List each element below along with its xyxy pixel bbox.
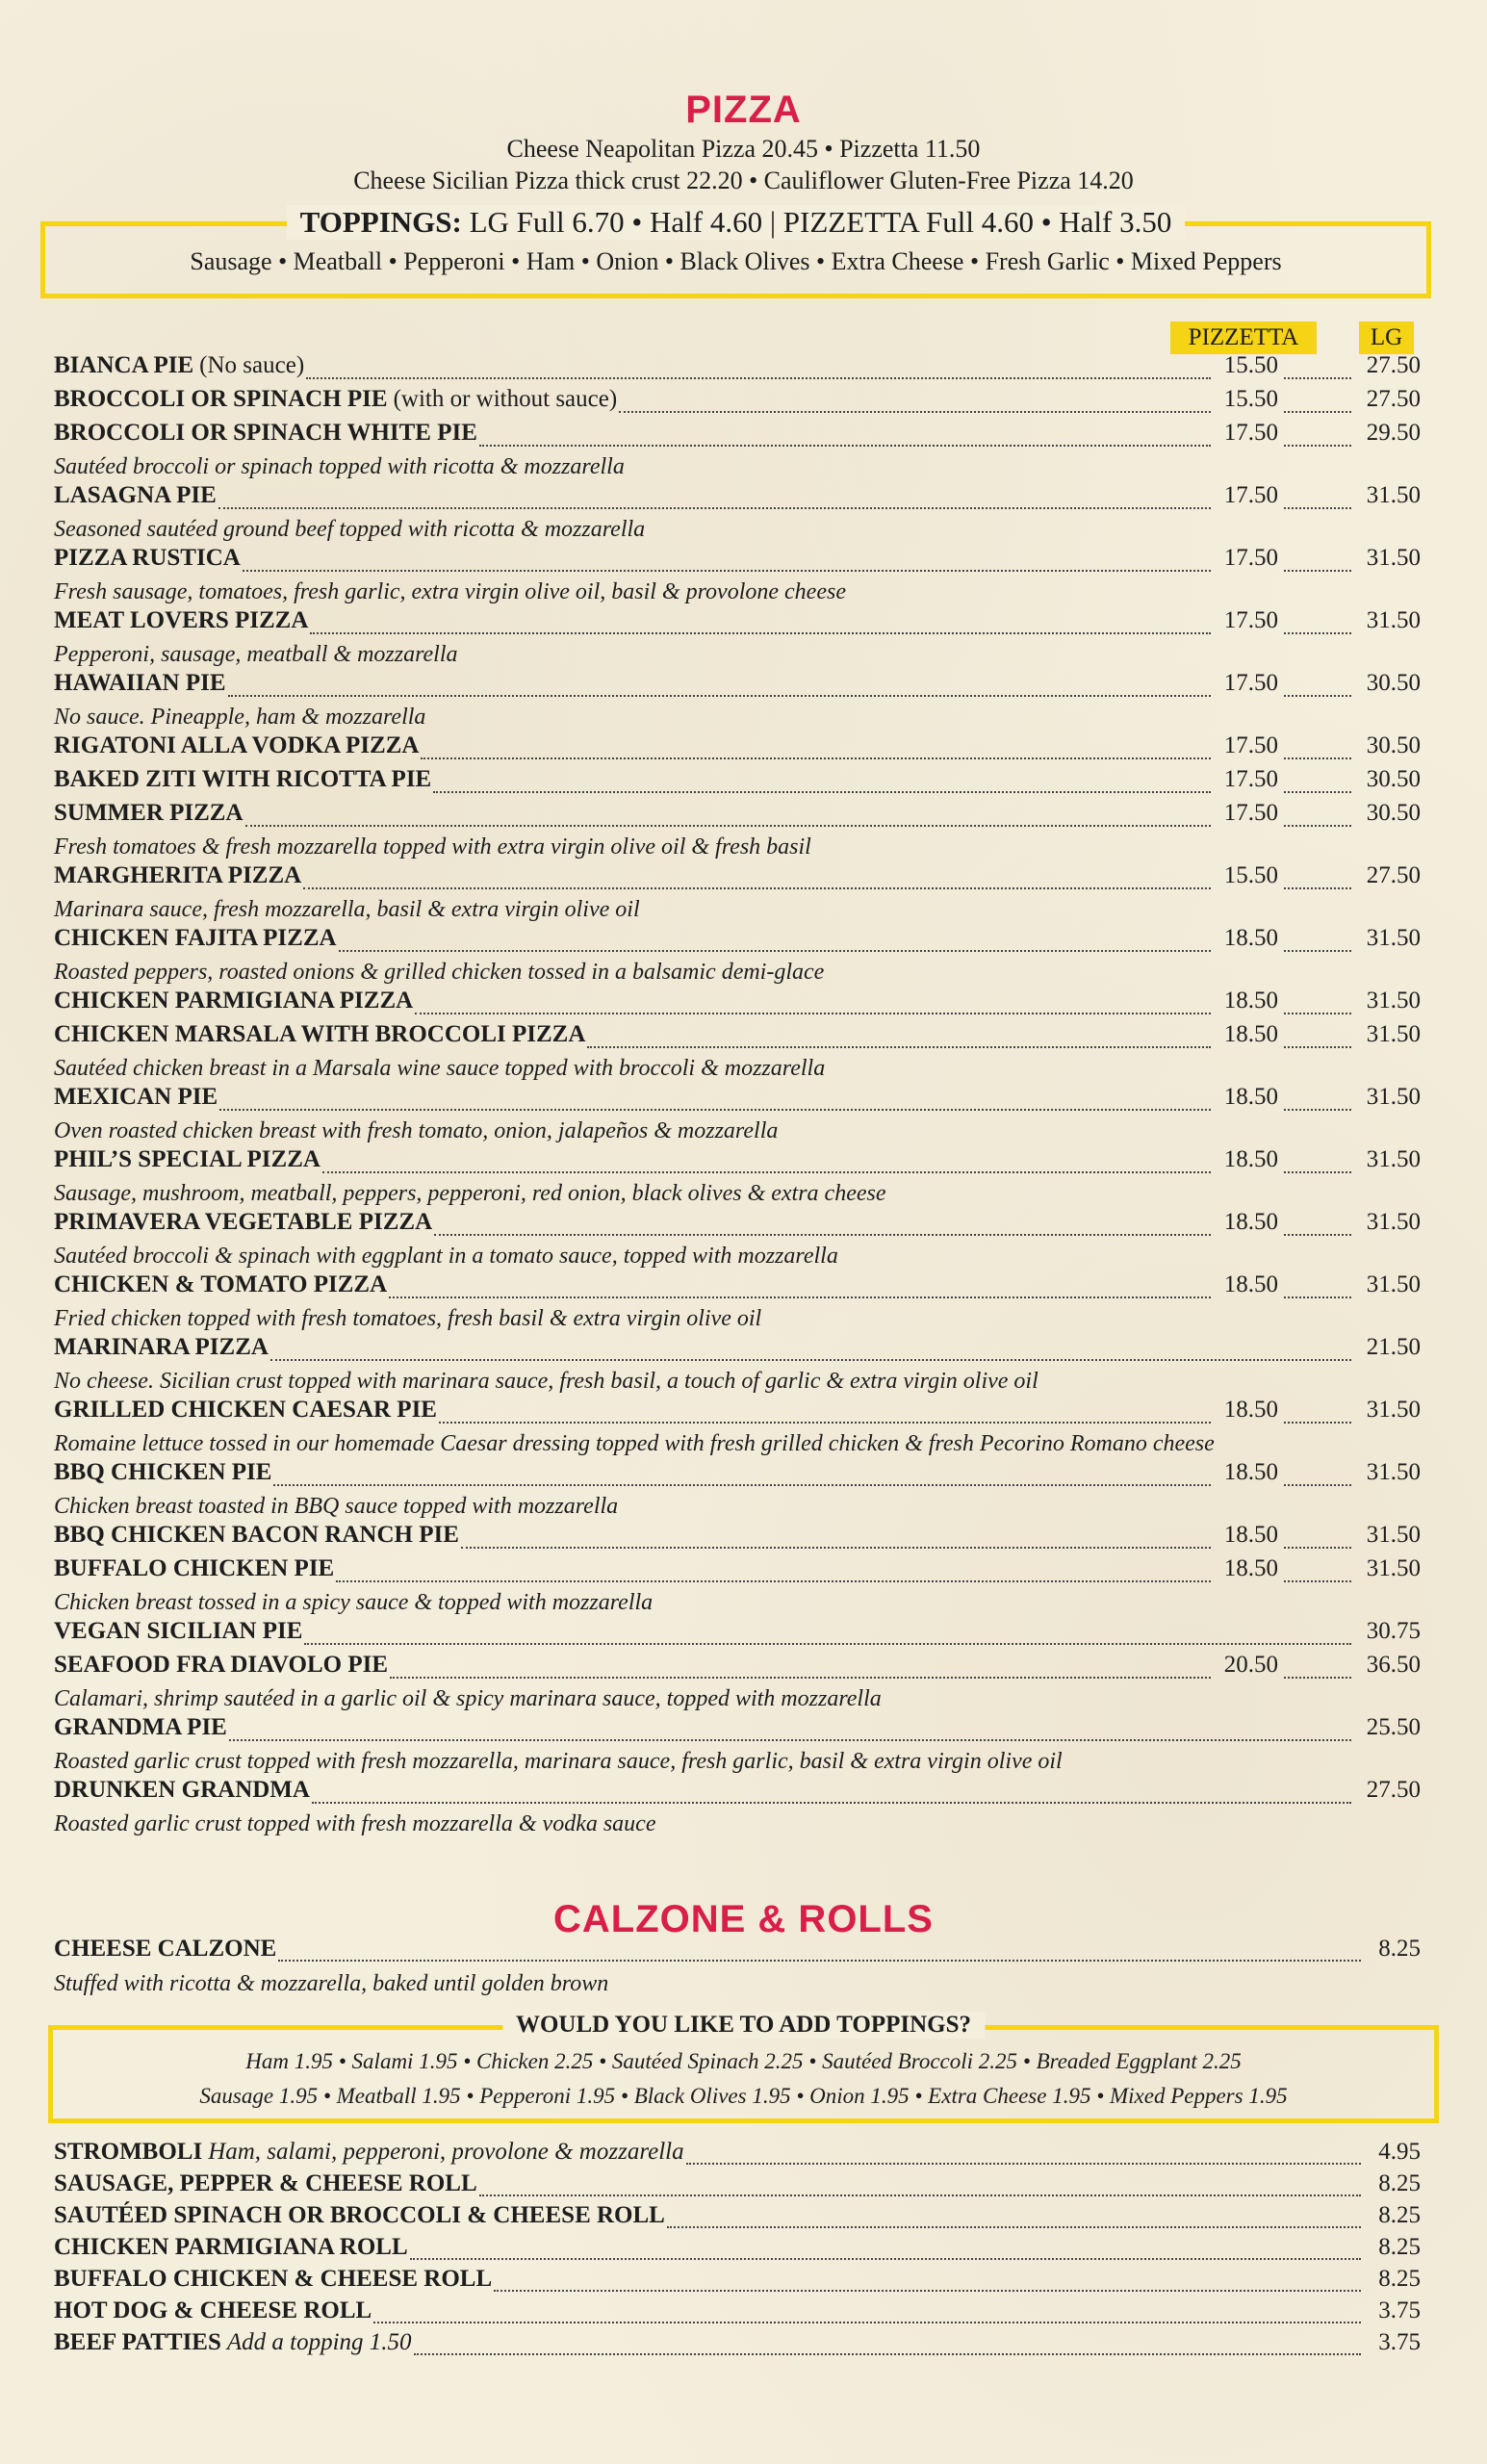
price-pizzetta: 18.50 <box>1223 1459 1278 1485</box>
leader-dots <box>1284 886 1351 889</box>
item-name: HAWAIIAN PIE <box>54 670 226 696</box>
item-line <box>54 545 1421 578</box>
menu-item <box>54 1271 1421 1334</box>
menu-item <box>54 1397 1421 1459</box>
price-lg: 31.50 <box>1366 607 1421 633</box>
menu-item-roll <box>54 2329 1421 2361</box>
leader-dots <box>322 1170 1211 1173</box>
item-name: BEEF PATTIES <box>54 2329 221 2355</box>
price-pizzetta: 17.50 <box>1223 482 1278 508</box>
item-price: 3.75 <box>1378 2329 1421 2355</box>
menu-item-roll <box>54 2170 1421 2202</box>
item-description: Pepperoni, sausage, meatball & mozzarella <box>54 642 458 667</box>
price-lg: 25.50 <box>1366 1714 1421 1740</box>
item-description: Fresh sausage, tomatoes, fresh garlic, extra virgin olive oil, basil & provolone cheese <box>54 579 846 604</box>
leader-dots <box>415 1012 1211 1014</box>
item-name: BUFFALO CHICKEN & CHEESE ROLL <box>54 2266 493 2292</box>
leader-dots <box>461 1546 1211 1549</box>
item-description: Seasoned sautéed ground beef topped with ricotta & mozzarella <box>54 517 646 542</box>
item-note: (No sauce) <box>199 352 305 378</box>
menu-item <box>54 1021 1421 1084</box>
leader-dots <box>339 949 1211 952</box>
price-pizzetta: 17.50 <box>1223 420 1278 446</box>
menu-item <box>54 732 1421 766</box>
item-name: RIGATONI ALLA VODKA PIZZA <box>54 732 420 758</box>
leader-dots <box>587 1045 1211 1048</box>
menu-item-cheese-calzone <box>54 1936 1421 1967</box>
item-name: MEAT LOVERS PIZZA <box>54 607 309 633</box>
item-name: BROCCOLI OR SPINACH WHITE PIE <box>54 420 477 446</box>
price-lg: 30.50 <box>1366 670 1421 696</box>
leader-dots <box>1284 1170 1351 1173</box>
menu-item-roll <box>54 2139 1421 2170</box>
leader-dots <box>434 1233 1211 1236</box>
item-note: (with or without sauce) <box>393 386 618 412</box>
leader-dots <box>1284 1579 1351 1582</box>
leader-dots <box>1284 410 1351 413</box>
price-lg: 27.50 <box>1366 386 1421 412</box>
price-pizzetta: 15.50 <box>1223 862 1278 888</box>
column-header-lg: LG <box>1359 321 1414 354</box>
menu-item <box>54 800 1421 862</box>
item-name: SEAFOOD FRA DIAVOLO PIE <box>54 1652 389 1678</box>
item-description: No sauce. Pineapple, ham & mozzarella <box>54 705 426 730</box>
price-lg: 31.50 <box>1366 1522 1421 1548</box>
price-pizzetta: 17.50 <box>1223 766 1278 792</box>
item-name: CHICKEN PARMIGIANA ROLL <box>54 2234 408 2260</box>
leader-dots <box>312 1801 1351 1804</box>
item-line <box>54 1209 1421 1243</box>
item-line <box>54 1271 1421 1305</box>
leader-dots <box>243 569 1211 572</box>
leader-dots <box>1284 631 1351 634</box>
item-description: Sautéed broccoli & spinach with eggplant in a tomato sauce, topped with mozzarella <box>54 1244 838 1269</box>
menu-item <box>54 1459 1421 1522</box>
leader-dots <box>1284 949 1351 952</box>
price-pizzetta: 18.50 <box>1223 1555 1278 1581</box>
calzone-toppings-line-2: Sausage 1.95 • Meatball 1.95 • Pepperoni 1.95 • Black Olives 1.95 • Onion 1.95 • Extra Cheese 1.95 • Mixed Peppers 1.95 <box>199 2084 1288 2108</box>
pizza-base-line-2: Cheese Sicilian Pizza thick crust 22.20 • Cauliflower Gluten-Free Pizza 14.20 <box>353 167 1134 194</box>
price-lg: 27.50 <box>1366 1777 1421 1803</box>
calzone-toppings-line-1: Ham 1.95 • Salami 1.95 • Chicken 2.25 • Sautéed Spinach 2.25 • Sautéed Broccoli 2.25 • Breaded Eggplant 2.25 <box>245 2049 1242 2073</box>
item-description: Roasted peppers, roasted onions & grilled chicken tossed in a balsamic demi-glace <box>54 960 825 985</box>
leader-dots <box>1284 1045 1351 1048</box>
item-line <box>54 1459 1421 1493</box>
menu-item <box>54 1146 1421 1209</box>
item-description: Roasted garlic crust topped with fresh mozzarella, marinara sauce, fresh garlic, basil & extra virgin olive oil <box>54 1749 1063 1774</box>
price-pizzetta: 18.50 <box>1223 1271 1278 1297</box>
item-description: Romaine lettuce tossed in our homemade Caesar dressing topped with fresh grilled chicken & fresh Pecorino Romano cheese <box>54 1431 1215 1456</box>
price-pizzetta: 18.50 <box>1223 1522 1278 1548</box>
item-line <box>54 925 1421 959</box>
menu-item <box>54 1652 1421 1714</box>
price-pizzetta: 20.50 <box>1223 1652 1278 1678</box>
price-lg: 31.50 <box>1366 1021 1421 1047</box>
leader-dots <box>410 2257 1361 2260</box>
menu-item <box>54 1334 1421 1397</box>
leader-dots <box>1284 376 1351 379</box>
item-name: MARGHERITA PIZZA <box>54 862 302 888</box>
leader-dots <box>1284 1676 1351 1679</box>
price-lg: 31.50 <box>1366 1555 1421 1581</box>
leader-dots <box>1284 790 1351 793</box>
calzone-toppings-title: WOULD YOU LIKE TO ADD TOPPINGS? <box>502 2012 985 2039</box>
item-line <box>54 1084 1421 1117</box>
menu-item <box>54 1522 1421 1555</box>
item-description: Chicken breast toasted in BBQ sauce topped with mozzarella <box>54 1494 619 1519</box>
price-lg: 31.50 <box>1366 545 1421 571</box>
price-pizzetta: 15.50 <box>1223 386 1278 412</box>
price-lg: 31.50 <box>1366 1397 1421 1423</box>
item-name: BBQ CHICKEN PIE <box>54 1459 272 1485</box>
leader-dots <box>667 2225 1361 2228</box>
price-lg: 21.50 <box>1366 1334 1421 1360</box>
menu-item <box>54 862 1421 925</box>
item-price: 8.25 <box>1378 1936 1421 1962</box>
item-description: Stuffed with ricotta & mozzarella, baked until golden brown <box>54 1971 609 1996</box>
item-name: GRILLED CHICKEN CAESAR PIE <box>54 1397 437 1423</box>
item-description: Marinara sauce, fresh mozzarella, basil & extra virgin olive oil <box>54 897 640 922</box>
price-lg: 31.50 <box>1366 1271 1421 1297</box>
item-description: No cheese. Sicilian crust topped with marinara sauce, fresh basil, a touch of garlic & extra virgin olive oil <box>54 1369 1038 1394</box>
item-name: SAUTÉED SPINACH OR BROCCOLI & CHEESE ROLL <box>54 2202 665 2228</box>
price-lg: 29.50 <box>1366 420 1421 446</box>
leader-dots <box>433 790 1211 793</box>
leader-dots <box>1284 1546 1351 1549</box>
price-pizzetta: 18.50 <box>1223 925 1278 951</box>
item-name: HOT DOG & CHEESE ROLL <box>54 2297 372 2323</box>
item-line <box>54 1146 1421 1180</box>
leader-dots <box>1284 694 1351 697</box>
item-line <box>54 1397 1421 1430</box>
item-line <box>54 420 1421 453</box>
calzone-section-title: CALZONE & ROLLS <box>553 1898 934 1940</box>
price-pizzetta: 17.50 <box>1223 732 1278 758</box>
calzone-toppings-box <box>48 2012 1439 2123</box>
leader-dots <box>306 376 1211 379</box>
menu-item <box>54 1555 1421 1618</box>
leader-dots <box>1284 569 1351 572</box>
item-note: Ham, salami, pepperoni, provolone & mozzarella <box>208 2139 684 2165</box>
leader-dots <box>1284 444 1351 447</box>
item-line <box>54 1522 1421 1555</box>
item-line <box>54 1021 1421 1055</box>
item-name: CHICKEN FAJITA PIZZA <box>54 925 337 951</box>
item-line <box>54 732 1421 766</box>
leader-dots <box>414 2352 1361 2355</box>
item-description: Sautéed chicken breast in a Marsala wine sauce topped with broccoli & mozzarella <box>54 1056 826 1081</box>
item-name: PIZZA RUSTICA <box>54 545 241 571</box>
item-name: MARINARA PIZZA <box>54 1334 269 1360</box>
pizza-base-line-1: Cheese Neapolitan Pizza 20.45 • Pizzetta 11.50 <box>506 135 981 163</box>
price-lg: 31.50 <box>1366 1209 1421 1235</box>
leader-dots <box>228 694 1211 697</box>
item-name: BUFFALO CHICKEN PIE <box>54 1555 335 1581</box>
item-line <box>54 352 1421 386</box>
price-lg: 31.50 <box>1366 1084 1421 1110</box>
leader-dots <box>229 1738 1351 1741</box>
menu-item <box>54 607 1421 670</box>
menu-item <box>54 482 1421 545</box>
leader-dots <box>479 2194 1361 2196</box>
menu-item <box>54 1084 1421 1146</box>
menu-item-roll <box>54 2297 1421 2329</box>
leader-dots <box>619 410 1211 413</box>
item-name: VEGAN SICILIAN PIE <box>54 1618 303 1644</box>
leader-dots <box>1284 1233 1351 1236</box>
item-name: BAKED ZITI WITH RICOTTA PIE <box>54 766 432 792</box>
leader-dots <box>1284 1296 1351 1298</box>
item-name: STROMBOLI <box>54 2139 203 2165</box>
price-lg: 30.75 <box>1366 1618 1421 1644</box>
menu-item <box>54 1209 1421 1271</box>
leader-dots <box>303 886 1211 889</box>
toppings-label: TOPPINGS: <box>299 205 462 239</box>
item-line <box>54 607 1421 641</box>
price-lg: 30.50 <box>1366 732 1421 758</box>
item-line <box>54 1334 1421 1368</box>
leader-dots <box>218 506 1211 509</box>
leader-dots <box>270 1358 1351 1361</box>
item-name: BBQ CHICKEN BACON RANCH PIE <box>54 1522 459 1548</box>
item-name: SAUSAGE, PEPPER & CHEESE ROLL <box>54 2170 477 2196</box>
leader-dots <box>310 631 1211 634</box>
toppings-header <box>287 205 1186 240</box>
leader-dots <box>219 1108 1211 1111</box>
price-pizzetta: 18.50 <box>1223 988 1278 1014</box>
item-price: 4.95 <box>1378 2139 1421 2165</box>
leader-dots <box>1284 506 1351 509</box>
item-line <box>54 670 1421 704</box>
item-name: BROCCOLI OR SPINACH PIE <box>54 386 388 412</box>
item-line <box>54 862 1421 896</box>
item-line <box>54 1555 1421 1589</box>
item-description: Sausage, mushroom, meatball, peppers, pepperoni, red onion, black olives & extra cheese <box>54 1181 886 1206</box>
item-price: 8.25 <box>1378 2266 1421 2292</box>
price-pizzetta: 18.50 <box>1223 1021 1278 1047</box>
item-name: MEXICAN PIE <box>54 1084 218 1110</box>
menu-item <box>54 988 1421 1021</box>
price-lg: 30.50 <box>1366 800 1421 826</box>
menu-item <box>54 925 1421 988</box>
item-note: Add a topping 1.50 <box>226 2329 412 2355</box>
leader-dots <box>1284 757 1351 759</box>
leader-dots <box>278 1959 1361 1962</box>
leader-dots <box>273 1483 1211 1486</box>
menu-item <box>54 766 1421 800</box>
item-line <box>54 482 1421 516</box>
item-line <box>54 1714 1421 1748</box>
item-line <box>54 1777 1421 1810</box>
leader-dots <box>1284 824 1351 827</box>
leader-dots <box>336 1579 1211 1582</box>
item-line <box>54 800 1421 834</box>
item-name: CHICKEN & TOMATO PIZZA <box>54 1271 388 1297</box>
item-description: Sautéed broccoli or spinach topped with ricotta & mozzarella <box>54 454 625 479</box>
item-name: CHICKEN MARSALA WITH BROCCOLI PIZZA <box>54 1021 586 1047</box>
item-name: CHICKEN PARMIGIANA PIZZA <box>54 988 414 1014</box>
item-description: Fresh tomatoes & fresh mozzarella topped with extra virgin olive oil & fresh basil <box>54 834 811 860</box>
column-header-pizzetta: PIZZETTA <box>1170 321 1317 354</box>
price-lg: 27.50 <box>1366 352 1421 378</box>
item-description: Oven roasted chicken breast with fresh tomato, onion, jalapeños & mozzarella <box>54 1118 779 1143</box>
pizza-section-title: PIZZA <box>685 89 802 131</box>
menu-item <box>54 670 1421 732</box>
menu-item <box>54 1714 1421 1777</box>
price-pizzetta: 15.50 <box>1223 352 1278 378</box>
leader-dots <box>245 824 1211 827</box>
leader-dots <box>421 757 1211 759</box>
menu-item <box>54 352 1421 386</box>
price-pizzetta: 18.50 <box>1223 1146 1278 1172</box>
item-description: Roasted garlic crust topped with fresh mozzarella & vodka sauce <box>54 1811 656 1836</box>
price-lg: 31.50 <box>1366 482 1421 508</box>
item-price: 3.75 <box>1378 2297 1421 2323</box>
item-name: PRIMAVERA VEGETABLE PIZZA <box>54 1209 433 1235</box>
toppings-box <box>40 205 1431 298</box>
item-description: Fried chicken topped with fresh tomatoes, fresh basil & extra virgin olive oil <box>54 1306 762 1331</box>
menu-item <box>54 1777 1421 1839</box>
menu-item-roll <box>54 2266 1421 2297</box>
price-pizzetta: 18.50 <box>1223 1397 1278 1423</box>
leader-dots <box>373 2321 1361 2323</box>
price-lg: 30.50 <box>1366 766 1421 792</box>
price-lg: 31.50 <box>1366 988 1421 1014</box>
item-name: SUMMER PIZZA <box>54 800 244 826</box>
menu-item <box>54 545 1421 607</box>
price-pizzetta: 17.50 <box>1223 670 1278 696</box>
item-price: 8.25 <box>1378 2234 1421 2260</box>
leader-dots <box>1284 1421 1351 1424</box>
leader-dots <box>479 444 1211 447</box>
leader-dots <box>686 2162 1361 2165</box>
item-name: BIANCA PIE <box>54 352 194 378</box>
price-pizzetta: 17.50 <box>1223 800 1278 826</box>
item-line <box>54 1618 1421 1652</box>
leader-dots <box>494 2289 1361 2292</box>
item-line <box>54 766 1421 800</box>
price-lg: 31.50 <box>1366 925 1421 951</box>
price-pizzetta: 18.50 <box>1223 1209 1278 1235</box>
item-name: PHIL’S SPECIAL PIZZA <box>54 1146 320 1172</box>
toppings-prices: LG Full 6.70 • Half 4.60 | PIZZETTA Full 4.60 • Half 3.50 <box>469 205 1172 239</box>
item-line <box>54 386 1421 420</box>
price-lg: 31.50 <box>1366 1459 1421 1485</box>
leader-dots <box>1284 1012 1351 1014</box>
leader-dots <box>1284 1108 1351 1111</box>
item-line <box>54 988 1421 1021</box>
item-price: 8.25 <box>1378 2202 1421 2228</box>
leader-dots <box>439 1421 1211 1424</box>
item-line <box>54 1652 1421 1685</box>
price-lg: 31.50 <box>1366 1146 1421 1172</box>
menu-item <box>54 386 1421 420</box>
price-pizzetta: 18.50 <box>1223 1084 1278 1110</box>
item-description: Chicken breast tossed in a spicy sauce & topped with mozzarella <box>54 1590 654 1615</box>
menu-item <box>54 420 1421 482</box>
item-name: LASAGNA PIE <box>54 482 217 508</box>
leader-dots <box>389 1296 1211 1298</box>
leader-dots <box>1284 1483 1351 1486</box>
item-description: Calamari, shrimp sautéed in a garlic oil & spicy marinara sauce, topped with mozzarella <box>54 1686 882 1711</box>
menu-item <box>54 1618 1421 1652</box>
menu-item-roll <box>54 2234 1421 2266</box>
item-name: DRUNKEN GRANDMA <box>54 1777 310 1803</box>
item-name: GRANDMA PIE <box>54 1714 227 1740</box>
price-lg: 36.50 <box>1366 1652 1421 1678</box>
menu-item-roll <box>54 2202 1421 2234</box>
price-pizzetta: 17.50 <box>1223 545 1278 571</box>
leader-dots <box>304 1642 1351 1645</box>
item-price: 8.25 <box>1378 2170 1421 2196</box>
price-pizzetta: 17.50 <box>1223 607 1278 633</box>
leader-dots <box>390 1676 1211 1679</box>
item-name: CHEESE CALZONE <box>54 1936 277 1962</box>
price-lg: 27.50 <box>1366 862 1421 888</box>
toppings-list: Sausage • Meatball • Pepperoni • Ham • Onion • Black Olives • Extra Cheese • Fresh Garlic • Mixed Peppers <box>190 247 1282 275</box>
